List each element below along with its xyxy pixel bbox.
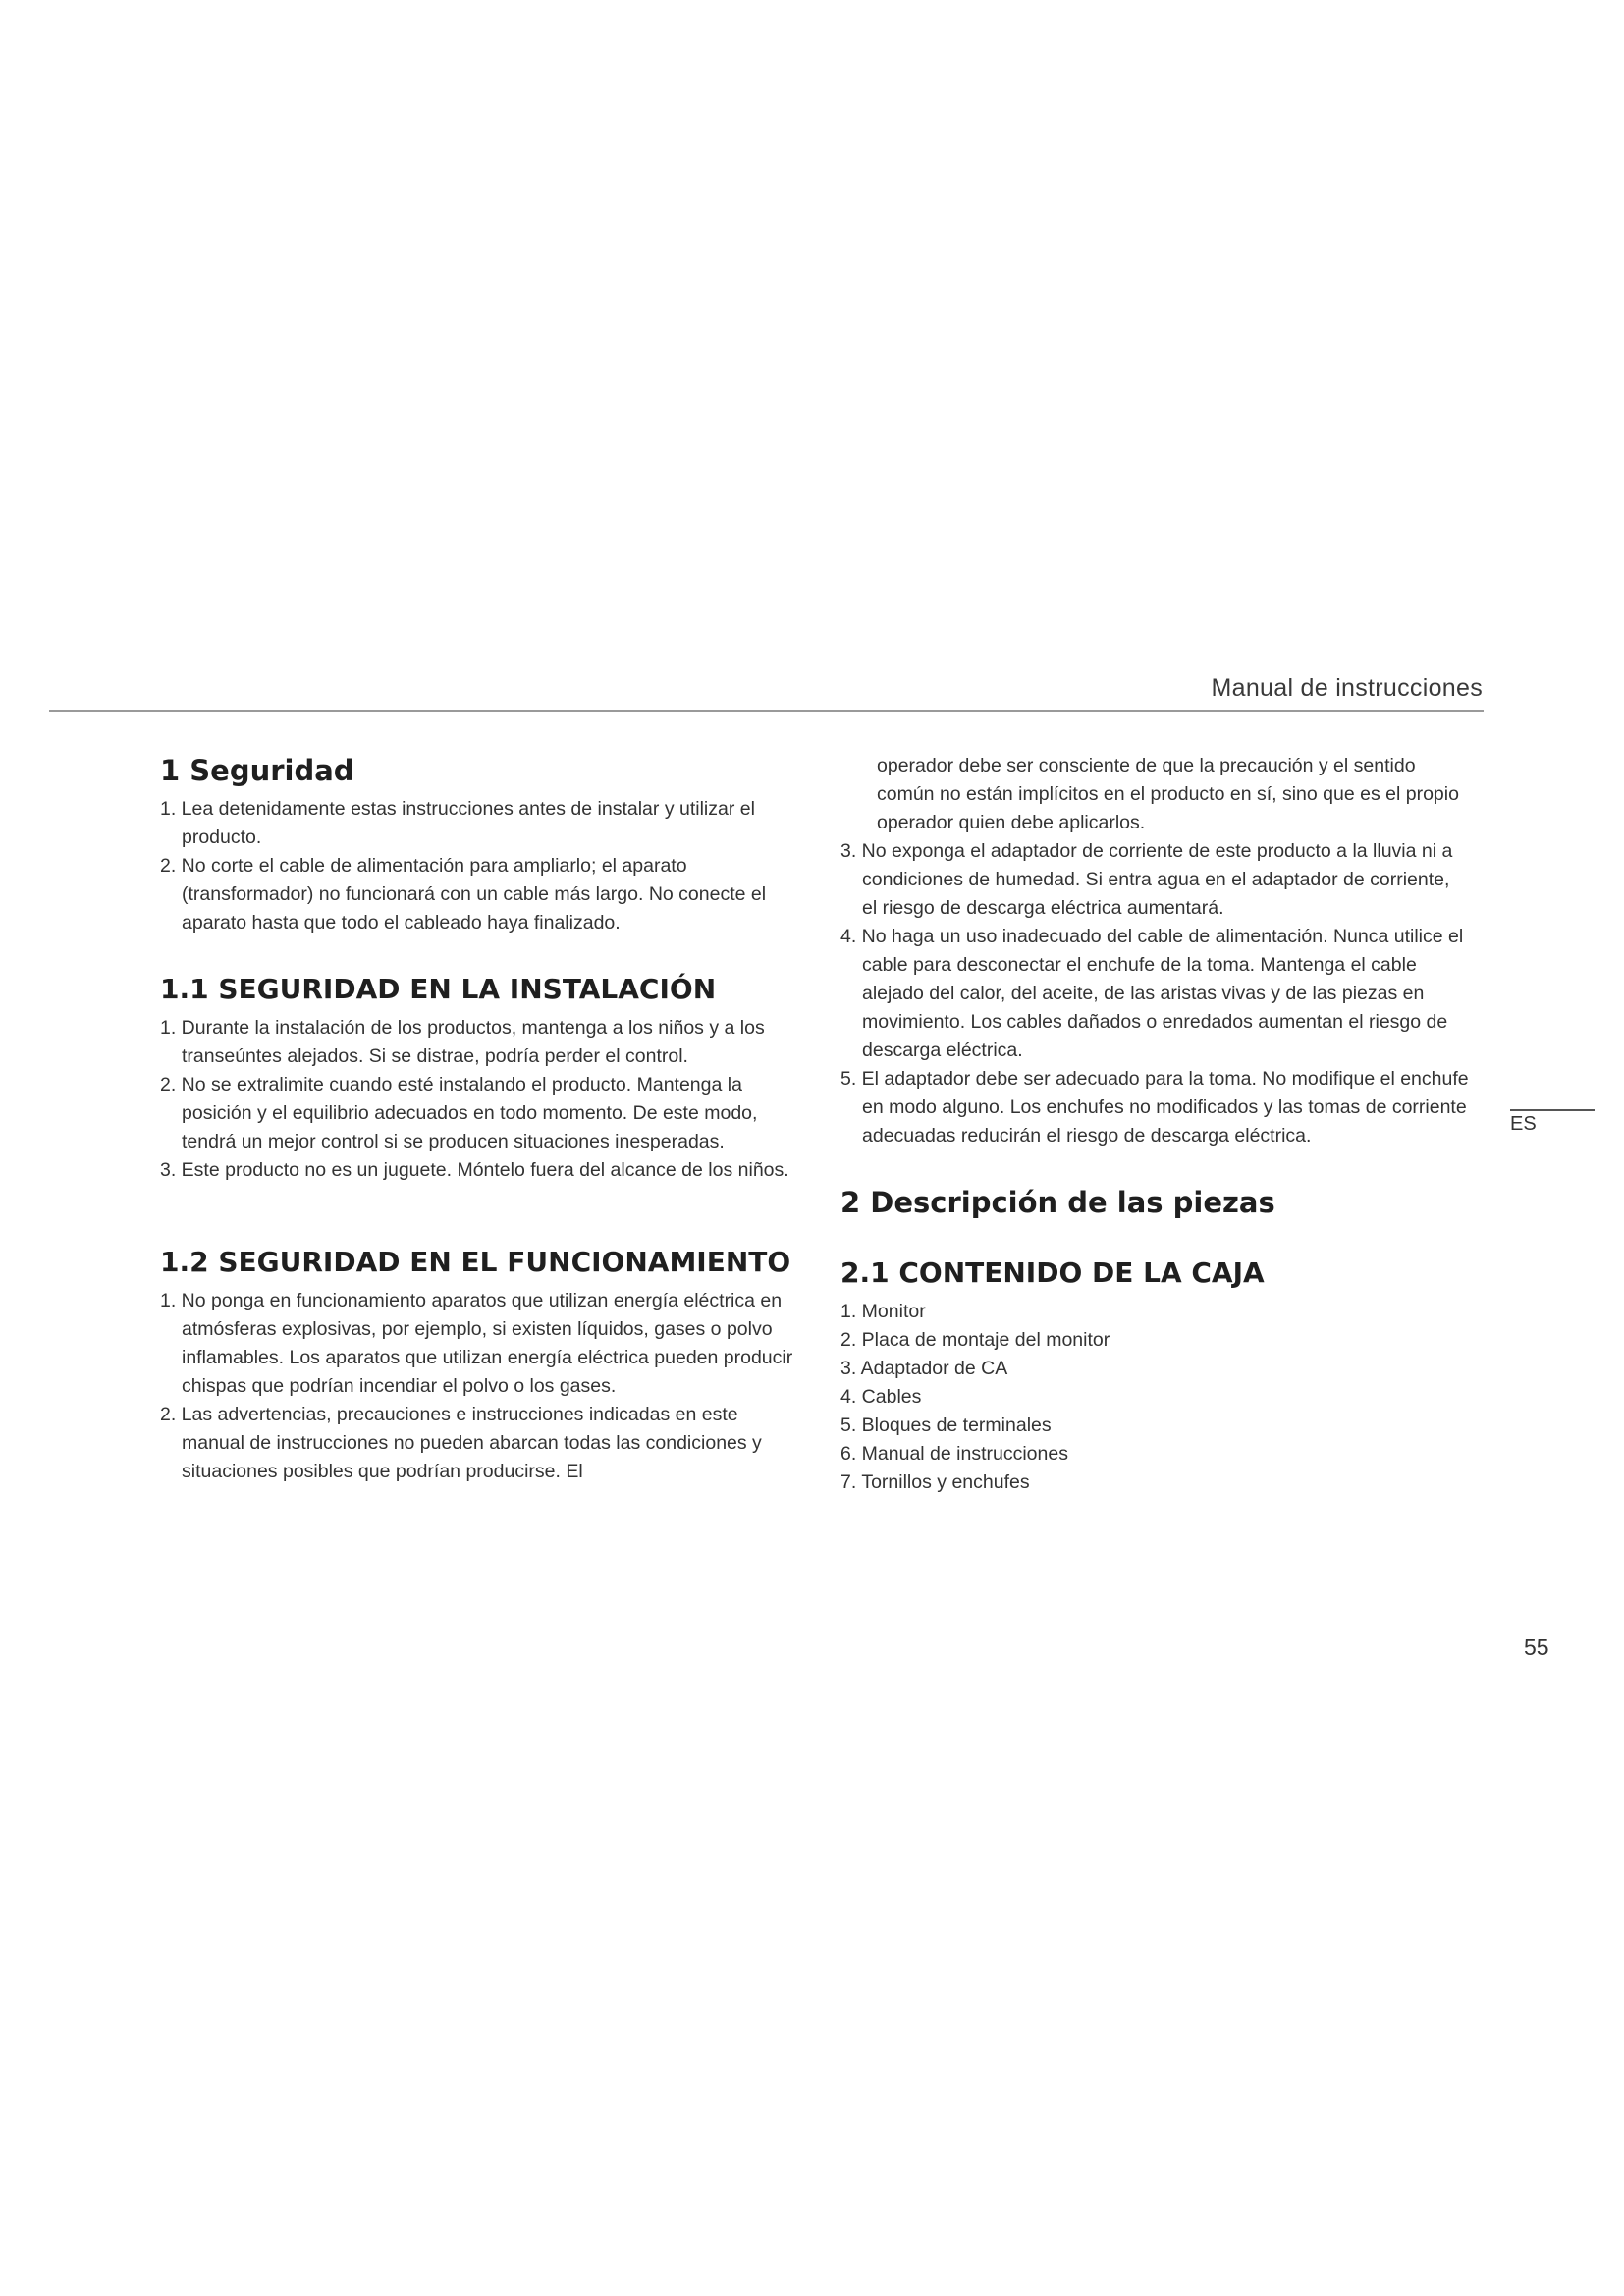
section-heading: 1 Seguridad — [160, 754, 354, 787]
language-tab-rule — [1510, 1109, 1595, 1111]
language-tab: ES — [1510, 1113, 1537, 1135]
list-item: 5. Bloques de terminales — [840, 1415, 1052, 1436]
list-item: 4. No haga un uso inadecuado del cable de alimentación. Nunca utilice el cable para desconectar el enchufe de la toma. Mantenga el cable alejado del calor, del aceite, de las aristas vivas y de las piezas en movimiento. Los cables dañados o enredados aumentan el riesgo de descarga eléctrica. — [840, 926, 1464, 1061]
section-seguridad — [160, 752, 798, 937]
list-item: 1. Monitor — [840, 1301, 926, 1322]
list-item: 1. No ponga en funcionamiento aparatos que utilizan energía eléctrica en atmósferas explosivas, por ejemplo, si existen líquidos, gases o polvo inflamables. Los aparatos que utilizan energía eléctrica pueden producir chispas que podrían incendiar el polvo o los gases. — [160, 1290, 793, 1397]
section-seguridad-instalacion — [160, 971, 798, 1185]
section-heading: 1.1 SEGURIDAD EN LA INSTALACIÓN — [160, 973, 717, 1005]
list-item: 2. No se extralimite cuando esté instalando el producto. Mantenga la posición y el equilibrio adecuados en todo momento. De este modo, tendrá un mejor control si se producen situaciones inesperadas. — [160, 1074, 758, 1152]
list-item: 4. Cables — [840, 1386, 922, 1408]
header-title: Manual de instrucciones — [1211, 674, 1483, 702]
section-descripcion-piezas — [840, 1184, 1469, 1221]
left-column — [160, 752, 798, 1520]
section-heading: 2 Descripción de las piezas — [840, 1186, 1275, 1219]
list-item: 3. No exponga el adaptador de corriente de este producto a la lluvia ni a condiciones de humedad. Si entra agua en el adaptador de corriente, el riesgo de descarga eléctrica aumentará. — [840, 840, 1453, 919]
list-item: 3. Adaptador de CA — [840, 1358, 1008, 1379]
section-heading: 1.2 SEGURIDAD EN EL FUNCIONAMIENTO — [160, 1246, 791, 1278]
right-column — [840, 752, 1469, 1530]
list-item: 2. Las advertencias, precauciones e instrucciones indicadas en este manual de instrucciones no pueden abarcan todas las condiciones y situaciones posibles que podrían producirse. El — [160, 1404, 762, 1482]
page-number: 55 — [1524, 1634, 1549, 1660]
section-contenido-caja — [840, 1255, 1469, 1497]
list-item: 3. Este producto no es un juguete. Móntelo fuera del alcance de los niños. — [160, 1159, 789, 1181]
section-heading: 2.1 CONTENIDO DE LA CAJA — [840, 1256, 1265, 1289]
section-continuation — [840, 752, 1469, 1150]
list-item: 2. No corte el cable de alimentación para ampliarlo; el aparato (transformador) no funcionará con un cable más largo. No conecte el aparato hasta que todo el cableado haya finalizado. — [160, 855, 767, 934]
list-item: 7. Tornillos y enchufes — [840, 1471, 1030, 1493]
section-seguridad-funcionamiento — [160, 1244, 798, 1486]
list-item: 2. Placa de montaje del monitor — [840, 1329, 1110, 1351]
list-item: 1. Lea detenidamente estas instrucciones antes de instalar y utilizar el producto. — [160, 798, 755, 848]
continued-paragraph: operador debe ser consciente de que la precaución y el sentido común no están implícitos en el producto en sí, sino que es el propio operador quien debe aplicarlos. — [877, 755, 1459, 833]
list-item: 5. El adaptador debe ser adecuado para la toma. No modifique el enchufe en modo alguno. Los enchufes no modificados y las tomas de corriente adecuadas reducirán el riesgo de descarga eléctrica. — [840, 1068, 1469, 1147]
list-item: 6. Manual de instrucciones — [840, 1443, 1068, 1465]
header-divider — [49, 710, 1484, 712]
list-item: 1. Durante la instalación de los productos, mantenga a los niños y a los transeúntes alejados. Si se distrae, podría perder el control. — [160, 1017, 765, 1067]
